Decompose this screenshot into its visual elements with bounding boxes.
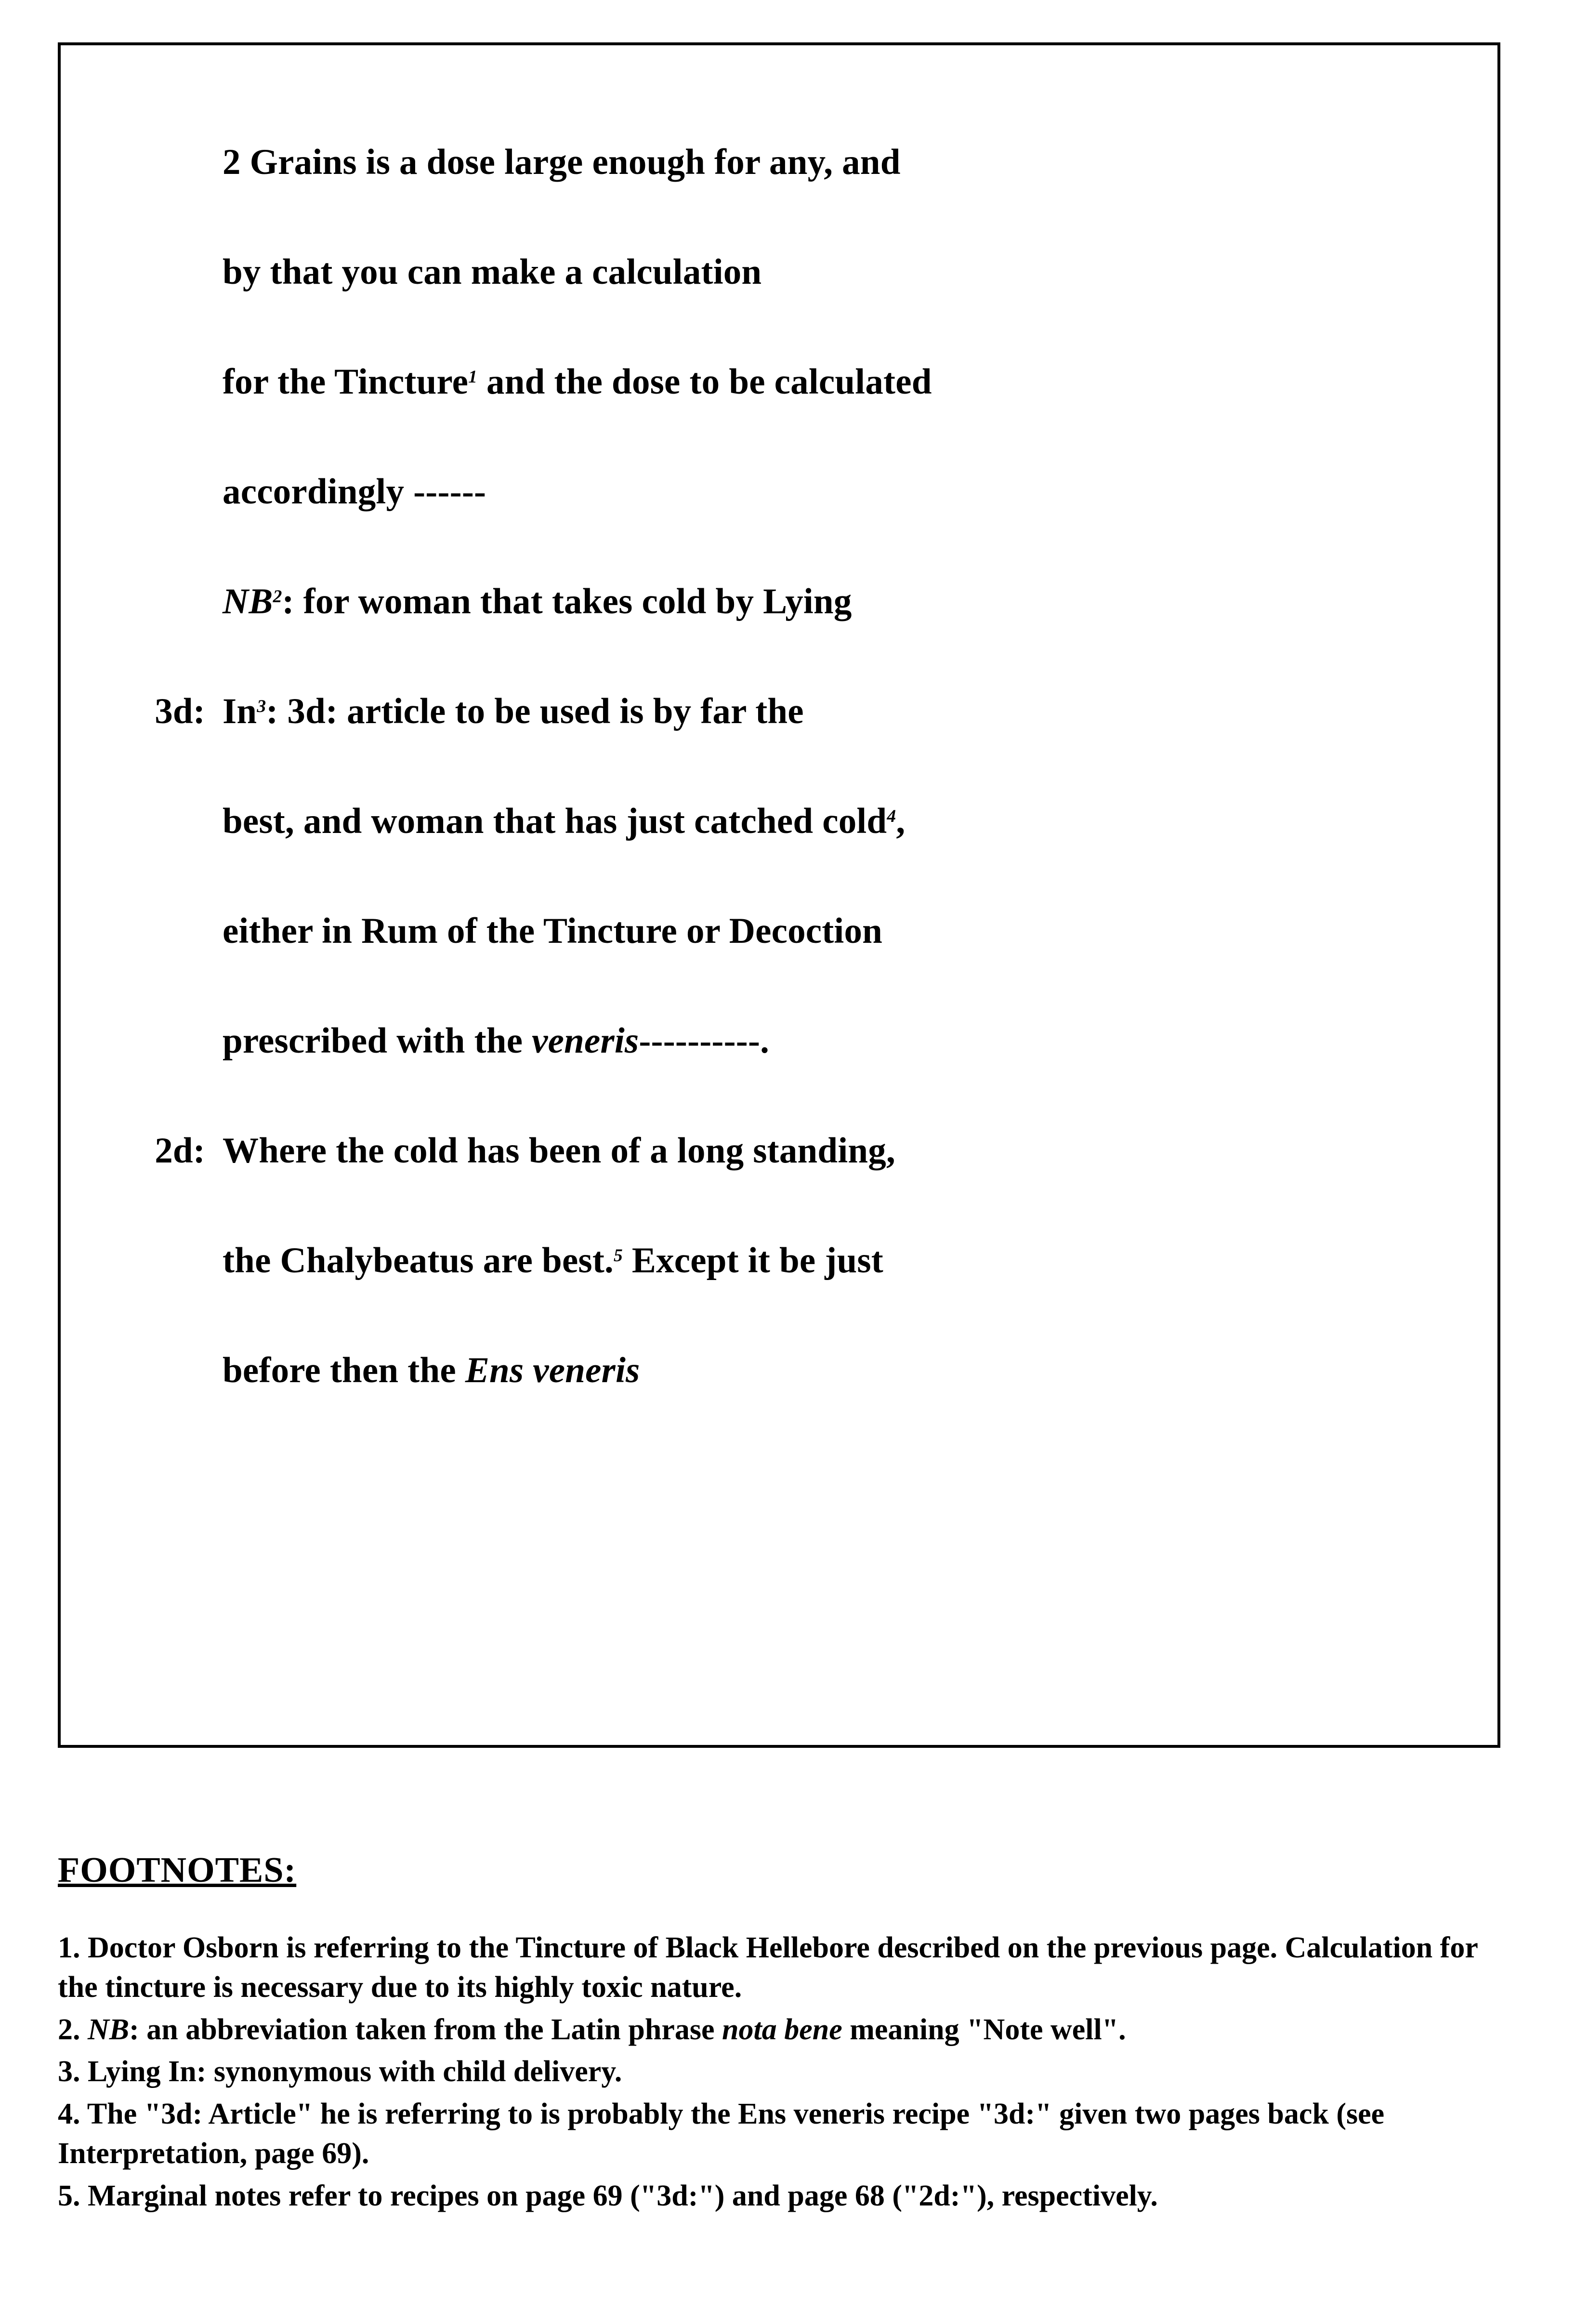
line-text <box>223 1350 1497 1391</box>
line-text <box>223 1020 1497 1062</box>
text-run: Except it be just <box>622 1241 883 1281</box>
transcription-line <box>61 1350 1497 1460</box>
transcription-line <box>61 1130 1497 1240</box>
text-run: : 3d: article to be used is by far the <box>266 691 804 731</box>
footnote-item <box>58 1928 1517 2007</box>
footnote-item <box>58 2177 1517 2216</box>
text-run: before then the <box>223 1350 465 1390</box>
italic-text: NB <box>88 2013 130 2046</box>
transcription-line <box>61 251 1497 361</box>
text-run: Lying In: synonymous with child delivery. <box>88 2055 622 2088</box>
line-text <box>223 142 1497 183</box>
footnote-text <box>58 1931 1478 2004</box>
text-run: either in Rum of the Tincture or Decoction <box>223 911 883 951</box>
line-text <box>223 581 1497 622</box>
italic-text: nota bene <box>722 2013 842 2046</box>
text-run: Where the cold has been of a long standing, <box>223 1131 895 1171</box>
transcription-line <box>61 911 1497 1020</box>
footnote-marker: 1 <box>468 367 478 387</box>
marginal-note: 3d: <box>155 691 205 731</box>
footnote-marker: 4 <box>887 806 896 826</box>
marginal-note: 2d: <box>155 1131 205 1171</box>
transcription-line <box>61 1020 1497 1130</box>
footnote-number: 2. <box>58 2013 88 2046</box>
footnote-text <box>58 2098 1384 2170</box>
line-text <box>223 691 1497 732</box>
text-run: the Chalybeatus are best. <box>223 1241 614 1281</box>
line-text <box>223 911 1497 952</box>
transcription-line <box>61 691 1497 801</box>
text-run: ----------. <box>639 1021 770 1061</box>
transcription-line <box>61 471 1497 581</box>
text-run: and the dose to be calculated <box>477 362 932 402</box>
footnote-number: 4. <box>58 2098 87 2131</box>
footnotes-heading: FOOTNOTES: <box>58 1850 297 1890</box>
text-run: accordingly ------ <box>223 472 486 512</box>
footnote-marker: 2 <box>273 586 282 607</box>
transcription-line <box>61 361 1497 471</box>
text-run: The "3d: Article" he is referring to is probably the Ens veneris recipe "3d:" given two pages back (see Interpretation, page 69). <box>58 2098 1385 2170</box>
text-run: In <box>223 691 257 731</box>
transcription-box <box>58 42 1500 1748</box>
line-text <box>223 801 1497 842</box>
text-run: Doctor Osborn is referring to the Tincture of Black Hellebore described on the previous page. Calculation for the tincture is necessary due to its highly toxic nature. <box>58 1931 1478 2004</box>
transcription-line <box>61 1240 1497 1350</box>
line-text <box>223 1130 1497 1172</box>
footnote-number: 1. <box>58 1931 88 1964</box>
transcription-line <box>61 581 1497 691</box>
text-run: prescribed with the <box>223 1021 532 1061</box>
italic-text: veneris <box>532 1021 639 1061</box>
footnote-item <box>58 2010 1517 2050</box>
text-run: by that you can make a calculation <box>223 252 762 292</box>
line-text <box>223 471 1497 513</box>
italic-text: NB <box>223 581 273 621</box>
footnotes-section <box>58 1850 1517 2219</box>
text-run: , <box>896 801 906 841</box>
transcription-lines <box>61 142 1497 1460</box>
italic-text: Ens veneris <box>465 1350 640 1390</box>
text-run: 2 Grains is a dose large enough for any, and <box>223 142 901 182</box>
footnote-marker: 5 <box>613 1245 623 1266</box>
footnotes-list <box>58 1928 1517 2216</box>
footnote-item <box>58 2095 1517 2174</box>
footnote-number: 5. <box>58 2179 88 2212</box>
transcription-line <box>61 142 1497 251</box>
text-run: Marginal notes refer to recipes on page 69 ("3d:") and page 68 ("2d:"), respectively. <box>88 2179 1158 2212</box>
line-text <box>223 251 1497 293</box>
footnote-text <box>88 2179 1158 2212</box>
text-run: best, and woman that has just catched cold <box>223 801 887 841</box>
footnote-text <box>88 2013 1126 2046</box>
text-run: meaning "Note well". <box>842 2013 1126 2046</box>
text-run: : for woman that takes cold by Lying <box>282 581 852 621</box>
text-run: : an abbreviation taken from the Latin phrase <box>129 2013 722 2046</box>
footnote-text <box>88 2055 622 2088</box>
text-run: for the Tincture <box>223 362 469 402</box>
line-text <box>223 1240 1497 1281</box>
footnote-number: 3. <box>58 2055 88 2088</box>
line-text <box>223 361 1497 403</box>
footnote-item <box>58 2052 1517 2092</box>
footnote-marker: 3 <box>257 696 266 716</box>
transcription-line <box>61 801 1497 911</box>
